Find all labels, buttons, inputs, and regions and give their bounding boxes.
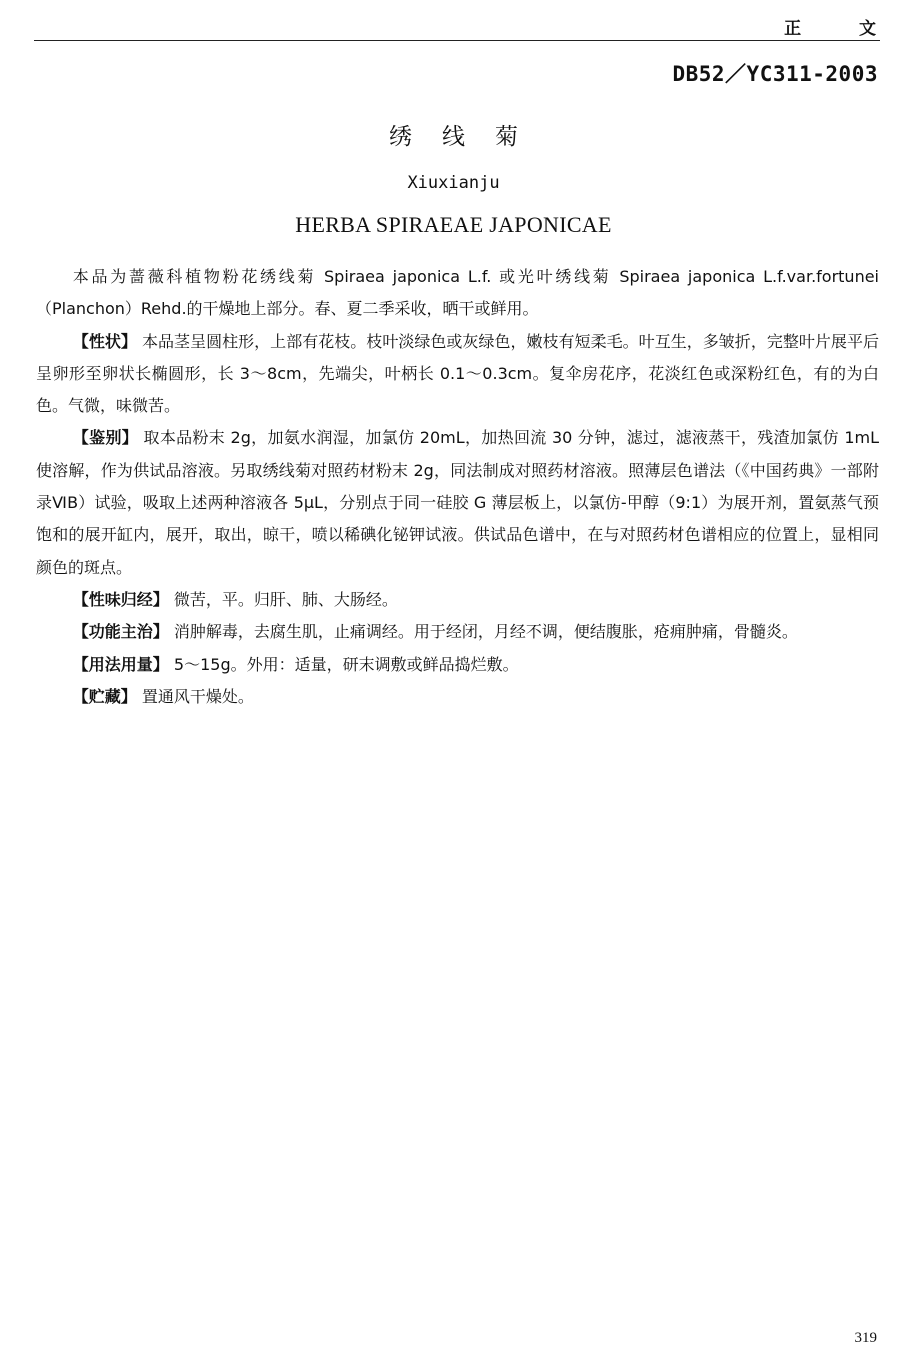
section-heading: 【用法用量】: [72, 654, 169, 674]
section-identification: [36, 422, 879, 583]
running-header: [34, 10, 902, 41]
standard-code: DB52／YC311-2003: [672, 62, 878, 86]
title-pinyin: Xiuxianju: [407, 173, 500, 193]
section-usage-dosage: [36, 649, 879, 681]
section-heading: 【贮藏】: [72, 686, 137, 706]
intro-paragraph: 本品为蔷薇科植物粉花绣线菊 Spiraea japonica L.f. 或光叶绣线菊 Spiraea japonica L.f.var.fortunei（Planchon）Rehd.的干燥地上部分。春、夏二季采收，晒干或鲜用。: [36, 267, 879, 319]
section-heading: 【性味归经】: [72, 589, 169, 609]
section-heading: 【功能主治】: [72, 622, 169, 642]
title-latin: HERBA SPIRAEAE JAPONICAE: [295, 212, 612, 237]
section-text: 取本品粉末 2g，加氨水润湿，加氯仿 20mL，加热回流 30 分钟，滤过，滤液蒸干，残渣加氯仿 1mL 使溶解，作为供试品溶液。另取绣线菊对照药材粉末 2g，同法制成对照药材溶液。照薄层色谱法（《中国药典》一部附录ⅥB）试验，吸取上述两种溶液各 5μL，分别点于同一硅胶 G 薄层板上，以氯仿-甲醇（9:1）为展开剂，置氨蒸气预饱和的展开缸内，展开，取出，晾干，喷以稀碘化铋钾试液。供试品色谱中，在与对照药材色谱相应的位置上，显相同颜色的斑点。: [36, 428, 879, 577]
section-text: 置通风干燥处。: [141, 686, 254, 706]
section-text: 微苦，平。归肝、肺、大肠经。: [173, 589, 398, 609]
section-heading: 【鉴别】: [72, 428, 139, 448]
section-text: 本品茎呈圆柱形，上部有花枝。枝叶淡绿色或灰绿色，嫩枝有短柔毛。叶互生，多皱折，完整叶片展平后呈卵形至卵状长椭圆形，长 3～8cm，先端尖，叶柄长 0.1～0.3cm。复伞房花序，花淡红色或深粉红色，有的为白色。气微，味微苦。: [36, 331, 879, 416]
running-head-label: 正 文: [784, 19, 902, 39]
section-description: [36, 326, 879, 423]
section-text: 5～15g。外用：适量，研末调敷或鲜品捣烂敷。: [173, 654, 519, 674]
page-number: 319: [854, 1330, 877, 1346]
section-nature-meridian: [36, 584, 879, 616]
section-functions-indications: [36, 616, 879, 648]
title-chinese: 绣线菊: [389, 124, 548, 150]
monograph-body: [36, 261, 879, 713]
section-storage: [36, 681, 879, 713]
section-heading: 【性状】: [72, 331, 137, 351]
section-text: 消肿解毒，去腐生肌，止痛调经。用于经闭，月经不调，便结腹胀，疮痈肿痛，骨髓炎。: [173, 622, 798, 642]
